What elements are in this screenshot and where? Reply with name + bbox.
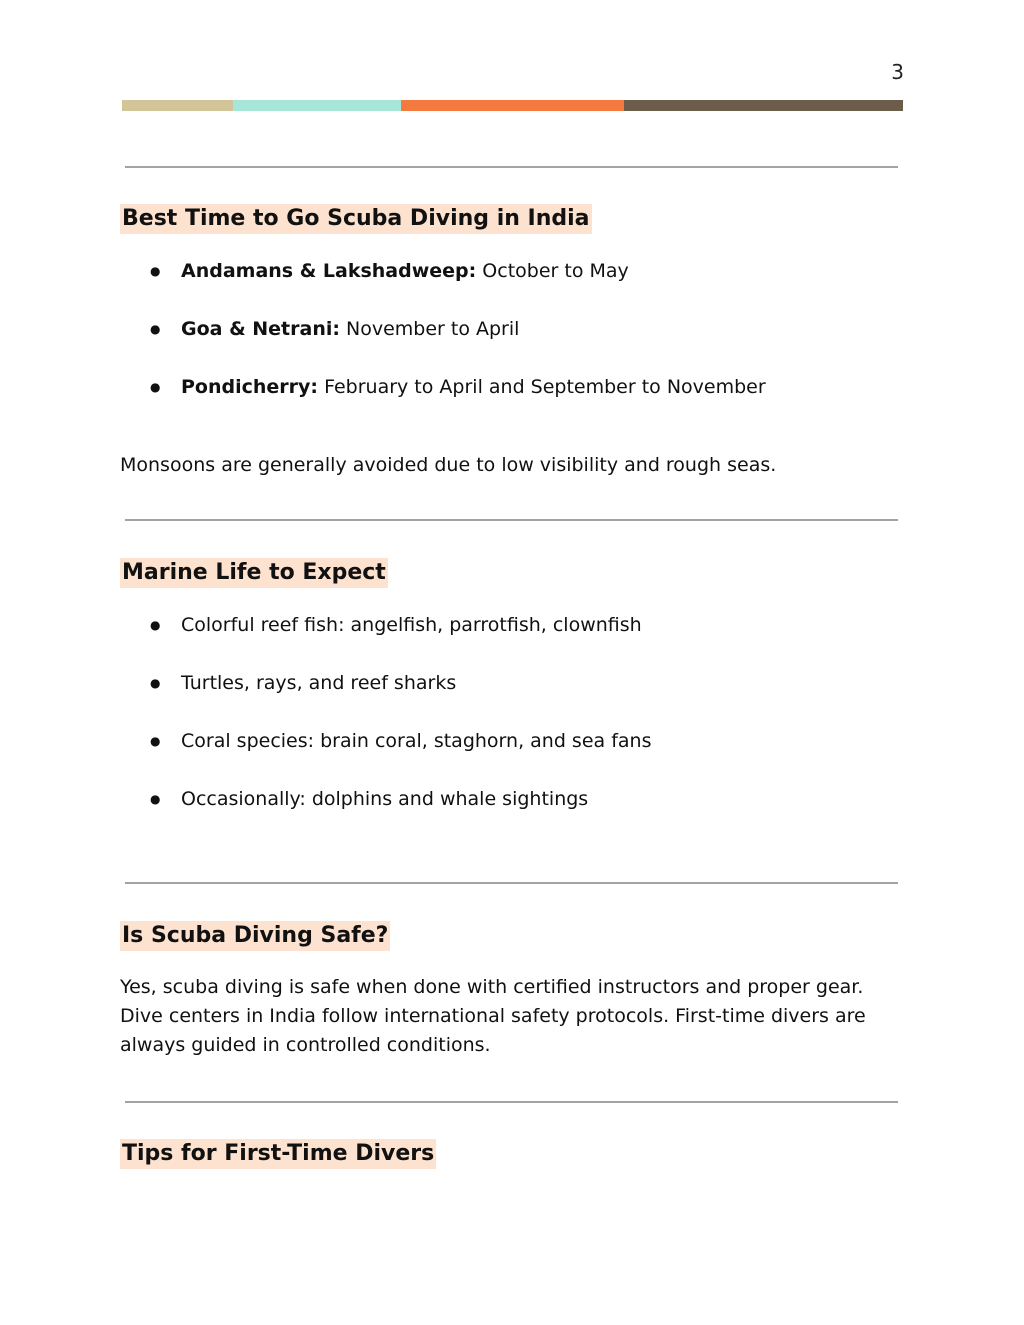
list-item: ● Turtles, rays, and reef sharks xyxy=(150,669,651,727)
list-item xyxy=(150,315,766,373)
heading-best-time: Best Time to Go Scuba Diving in India xyxy=(120,204,592,234)
list-item-text: November to April xyxy=(339,318,520,340)
list-item-label: Pondicherry: xyxy=(181,376,319,398)
list-item: ● Coral species: brain coral, staghorn, and sea fans xyxy=(150,727,651,785)
heading-tips: Tips for First-Time Divers xyxy=(120,1139,436,1169)
monsoon-note: Monsoons are generally avoided due to low visibility and rough seas. xyxy=(120,454,777,476)
safety-paragraph: Yes, scuba diving is safe when done with certified instructors and proper gear. Dive centers in India follow international safety protocols. First-time divers are always guided in controlled conditions. xyxy=(120,976,866,1056)
horizontal-rule xyxy=(125,519,898,521)
color-bar-segment-2 xyxy=(233,100,401,111)
list-item-text: October to May xyxy=(476,260,629,282)
decorative-color-bar xyxy=(122,100,903,111)
best-time-list xyxy=(150,257,766,431)
horizontal-rule xyxy=(125,882,898,884)
horizontal-rule xyxy=(125,166,898,168)
heading-marine-life: Marine Life to Expect xyxy=(120,558,388,588)
list-item xyxy=(150,257,766,315)
heading-safety: Is Scuba Diving Safe? xyxy=(120,921,390,951)
color-bar-segment-3 xyxy=(401,100,624,111)
color-bar-segment-1 xyxy=(122,100,233,111)
color-bar-segment-4 xyxy=(624,100,903,111)
list-item: ● Occasionally: dolphins and whale sightings xyxy=(150,785,651,843)
list-item-text: February to April and September to November xyxy=(318,376,766,398)
horizontal-rule xyxy=(125,1101,898,1103)
list-item-label: Andamans & Lakshadweep: xyxy=(181,260,477,282)
list-item: ● Colorful reef fish: angelfish, parrotfish, clownfish xyxy=(150,611,651,669)
page-number: 3 xyxy=(891,60,904,84)
list-item xyxy=(150,373,766,431)
marine-life-list xyxy=(150,611,651,843)
list-item-label: Goa & Netrani: xyxy=(181,318,340,340)
